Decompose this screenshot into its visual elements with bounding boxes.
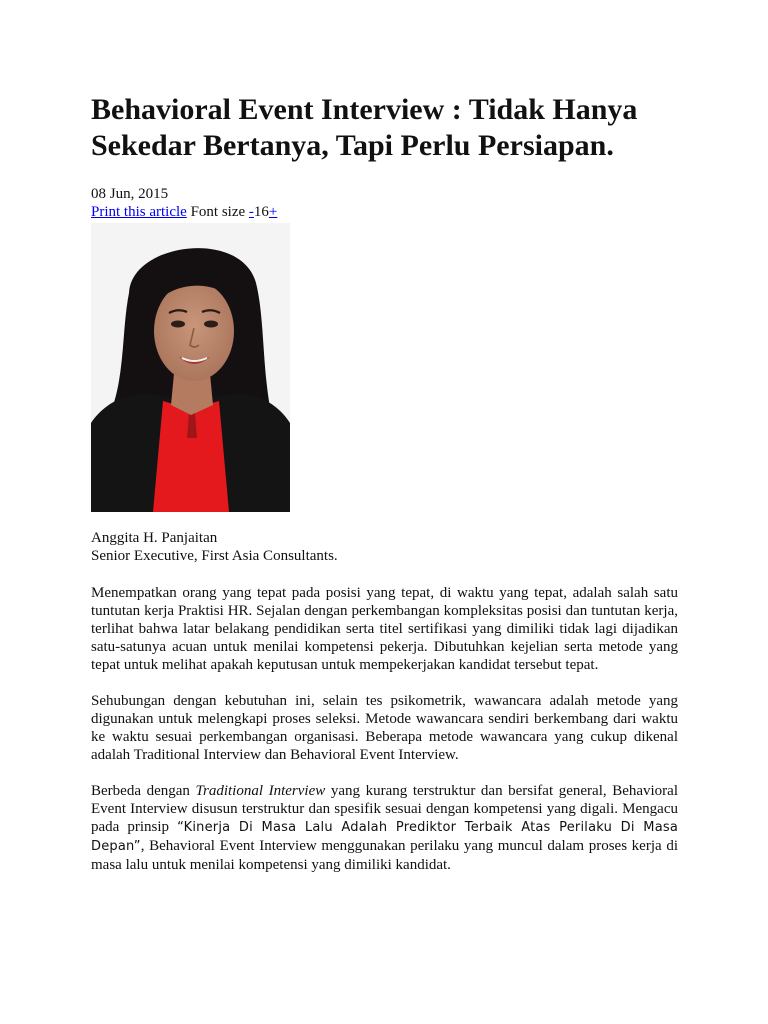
- author-photo: [91, 223, 290, 512]
- author-name: Anggita H. Panjaitan: [91, 530, 218, 546]
- font-increase-link[interactable]: +: [268, 204, 278, 220]
- article-date: 08 Jun, 2015: [91, 186, 169, 202]
- font-size-value: 16: [253, 204, 269, 220]
- article-title: Behavioral Event Interview : Tidak Hanya Sekedar Bertanya, Tapi Perlu Persiapan.: [91, 93, 638, 162]
- paragraph-2: Sehubungan dengan kebutuhan ini, selain tes psikometrik, wawancara adalah metode yang digunakan untuk melengkapi proses seleksi. Metode wawancara sendiri berkembang dari waktu ke waktu sesuai perkembangan organisasi. Beberapa metode wawancara yang cukup dikenal adalah Traditional Interview dan Behavioral Event Interview.: [91, 693, 678, 763]
- author-role: Senior Executive, First Asia Consultants.: [91, 548, 338, 564]
- paragraph-3-italic-term: Traditional Interview: [195, 783, 326, 799]
- paragraph-1: Menempatkan orang yang tepat pada posisi yang tepat, di waktu yang tepat, adalah salah satu tuntutan kerja Praktisi HR. Sejalan dengan perkembangan kompleksitas posisi dan tuntutan kerja, terlihat bahwa latar belakang pendidikan serta titel sertifikasi yang dimiliki tidak lagi dijadikan satu-satunya acuan untuk menilai kompetensi pekerja. Dibutuhkan kejelian serta metode yang tepat untuk melihat apakah keputusan untuk mempekerjakan kandidat tersebut tepat.: [91, 585, 678, 673]
- paragraph-3: [91, 782, 678, 874]
- paragraph-3-quote: “Kinerja Di Masa Lalu Adalah Prediktor Terbaik Atas Perilaku Di Masa Depan”: [91, 820, 678, 854]
- author-byline: [91, 529, 678, 565]
- paragraph-3-intro: Berbeda dengan: [91, 783, 196, 799]
- article: [91, 92, 678, 874]
- article-tools: [91, 203, 678, 221]
- font-size-label: Font size: [190, 204, 246, 220]
- paragraph-3-middle: yang kurang terstruktur dan bersifat general, Behavioral Event Interview disusun terstruktur dan spesifik sesuai dengan kompetensi yang digali. Mengacu pada prinsip: [91, 783, 679, 835]
- paragraph-3-end: , Behavioral Event Interview menggunakan perilaku yang muncul dalam proses kerja di masa lalu untuk menilai kompetensi yang dimiliki kandidat.: [91, 838, 678, 873]
- print-article-link[interactable]: Print this article: [91, 204, 187, 220]
- article-meta: [91, 185, 678, 221]
- font-decrease-link[interactable]: -: [248, 204, 254, 220]
